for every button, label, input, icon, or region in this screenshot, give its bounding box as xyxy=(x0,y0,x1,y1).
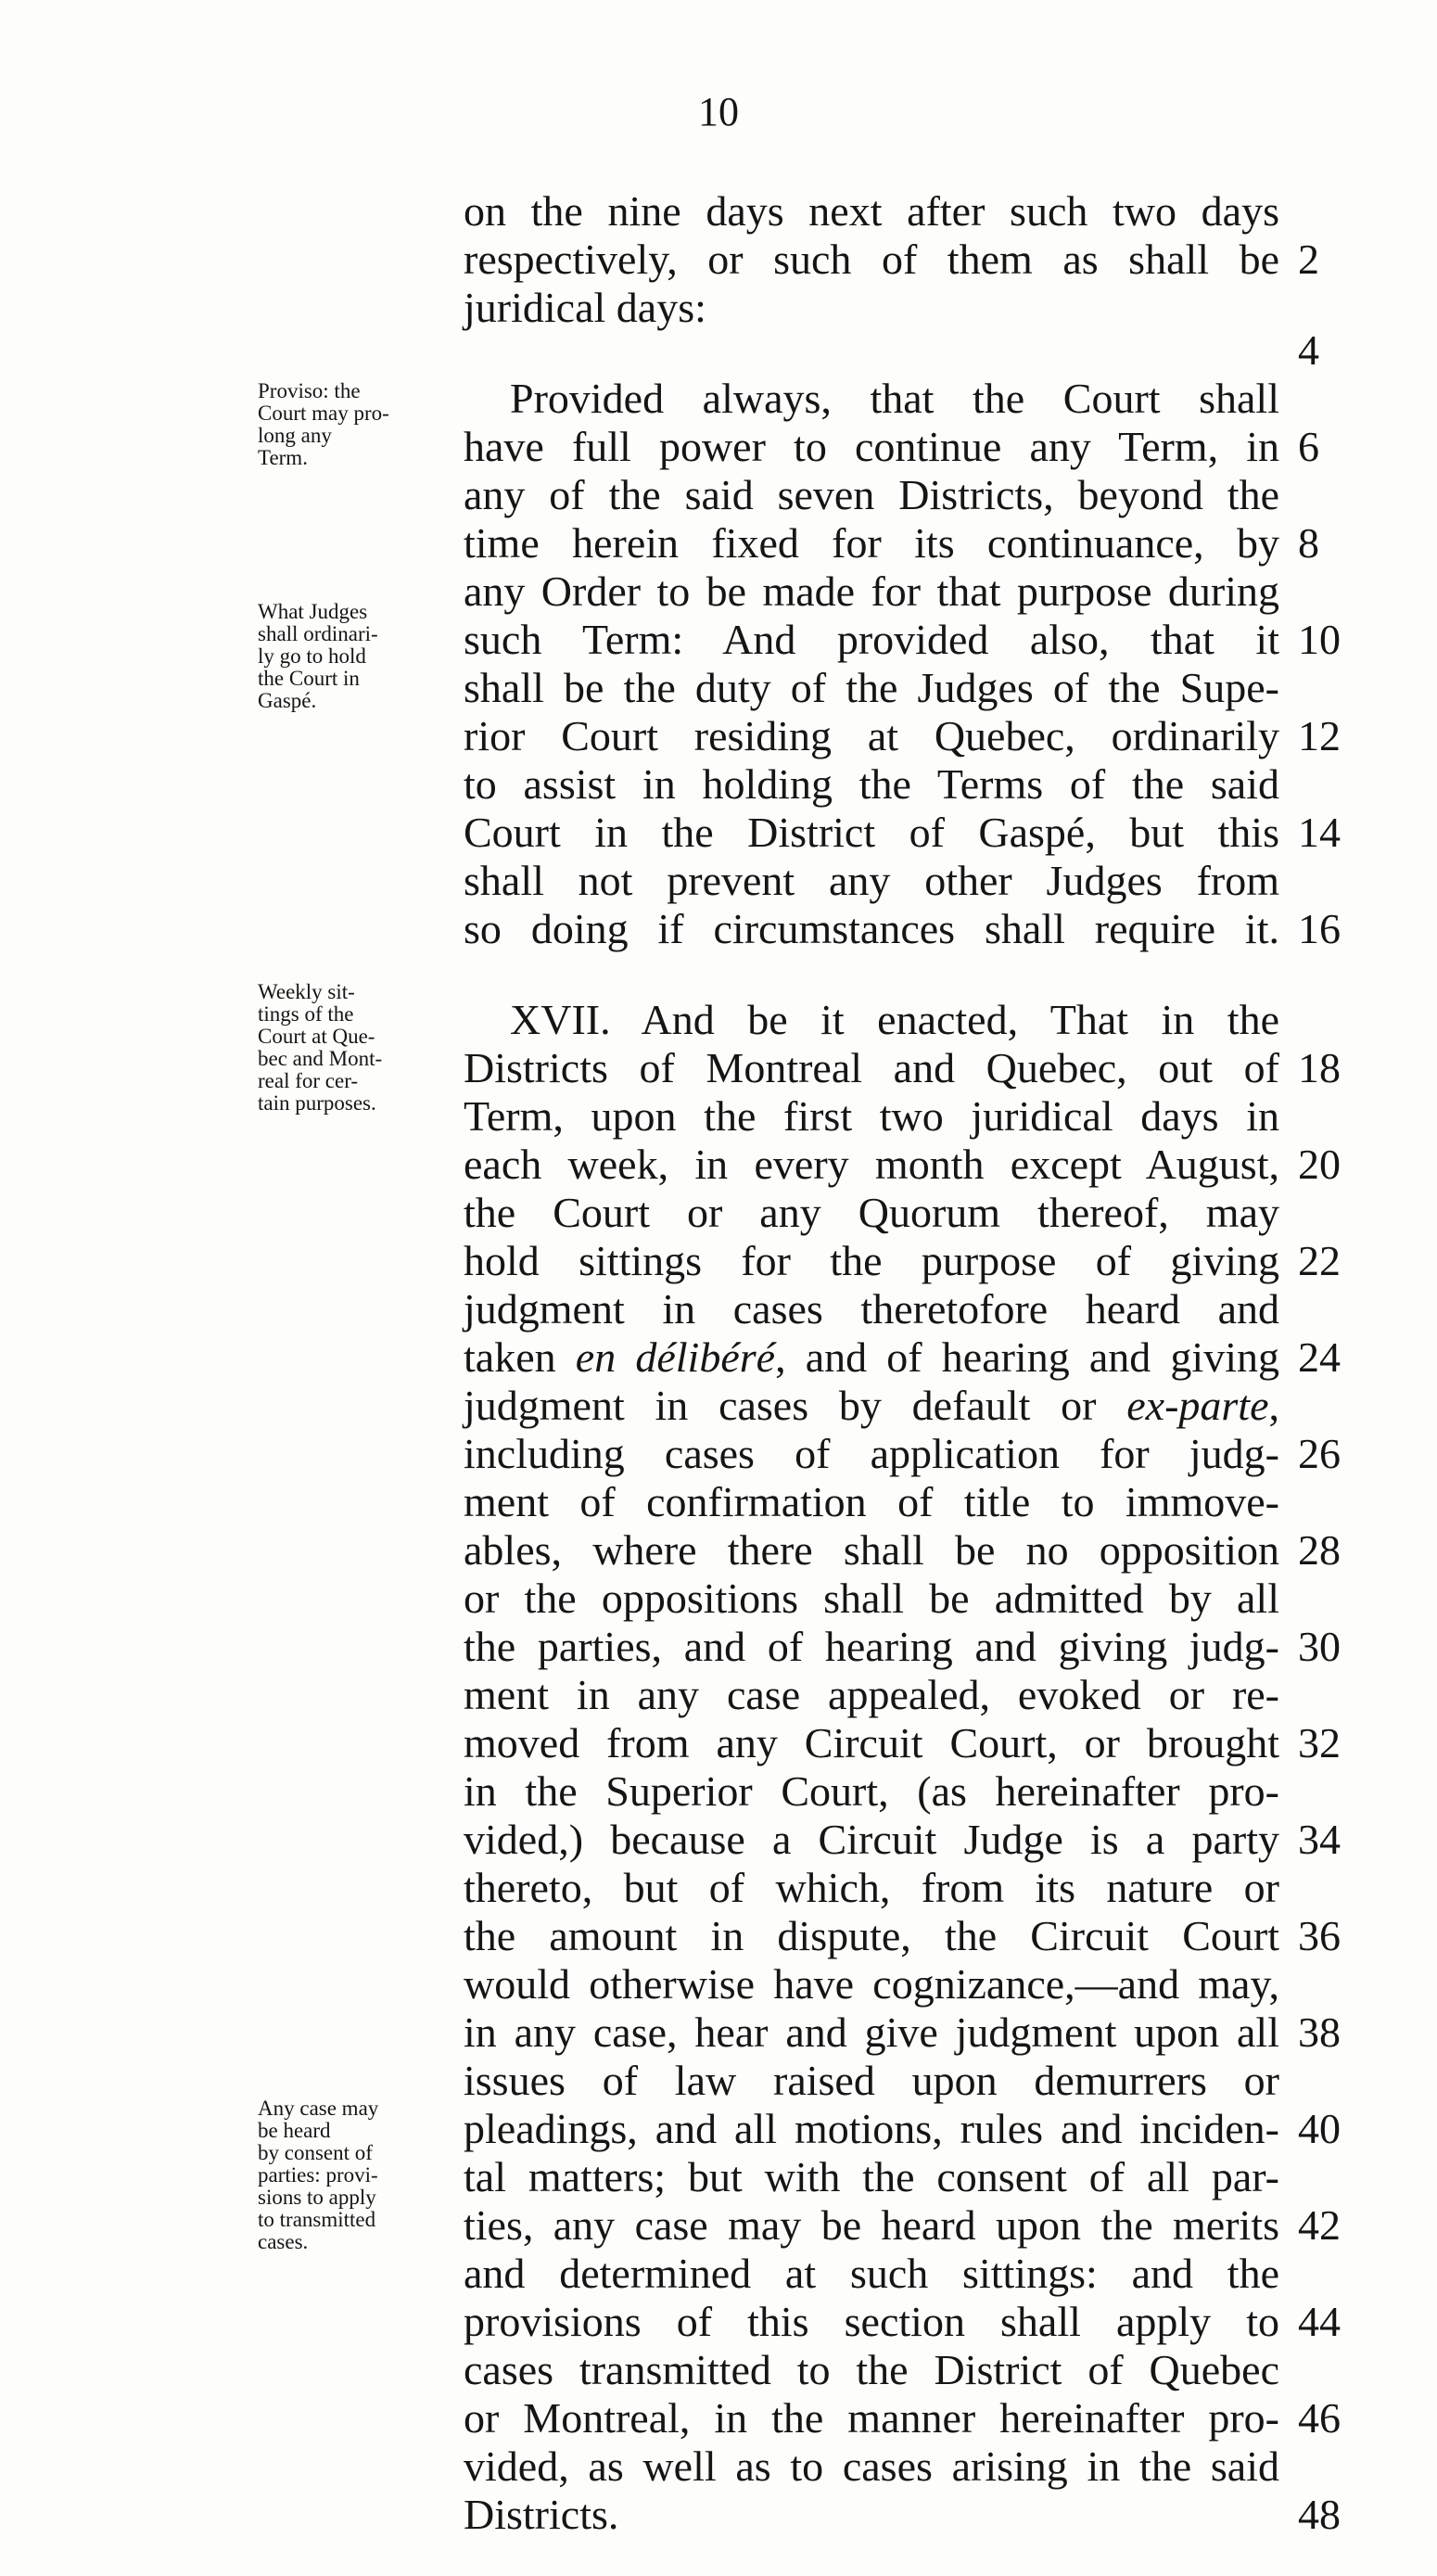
margin-note-line: Weekly sit- xyxy=(258,980,355,1003)
line-number: 46 xyxy=(1298,2394,1341,2442)
margin-note-line: Proviso: the xyxy=(258,379,361,402)
text-line: issues of law raised upon demurrers or xyxy=(464,2057,1279,2104)
line-number: 2 xyxy=(1298,236,1319,283)
line-number: 34 xyxy=(1298,1816,1341,1863)
text-line: vided, as well as to cases arising in the said xyxy=(464,2442,1279,2490)
text-line: shall not prevent any other Judges from xyxy=(464,857,1279,904)
margin-note-line: be heard xyxy=(258,2119,331,2142)
margin-note-line: the Court in xyxy=(258,667,360,690)
margin-note-line: tain purposes. xyxy=(258,1091,376,1115)
margin-note-line: long any xyxy=(258,424,332,447)
line-number: 42 xyxy=(1298,2201,1341,2249)
text-line: tal matters; but with the consent of all par- xyxy=(464,2153,1279,2200)
line-number: 32 xyxy=(1298,1719,1341,1766)
margin-note-line: Any case may xyxy=(258,2097,379,2120)
margin-note-line: parties: provi- xyxy=(258,2163,378,2187)
text-line: in the Superior Court, (as hereinafter pro- xyxy=(464,1767,1279,1815)
text-line: ment in any case appealed, evoked or re- xyxy=(464,1671,1279,1718)
text-line: rior Court residing at Quebec, ordinarily xyxy=(464,712,1279,759)
line-number: 22 xyxy=(1298,1237,1341,1284)
line-number: 38 xyxy=(1298,2009,1341,2056)
margin-note-line: tings of the xyxy=(258,1002,354,1026)
text-line: hold sittings for the purpose of giving xyxy=(464,1237,1279,1284)
page-number: 10 xyxy=(698,89,739,134)
text-line: judgment in cases by default or ex-parte, xyxy=(464,1382,1279,1429)
text-line: ties, any case may be heard upon the merits xyxy=(464,2201,1279,2249)
line-number: 28 xyxy=(1298,1526,1341,1574)
text-line: each week, in every month except August, xyxy=(464,1141,1279,1188)
text-line: Term, upon the first two juridical days in xyxy=(464,1092,1279,1140)
text-line: to assist in holding the Terms of the said xyxy=(464,760,1279,808)
text-line: pleadings, and all motions, rules and inciden- xyxy=(464,2105,1279,2152)
text-line: XVII. And be it enacted, That in the xyxy=(510,996,1279,1043)
margin-note-line: real for cer- xyxy=(258,1069,359,1092)
text-line: such Term: And provided also, that it xyxy=(464,616,1279,663)
margin-note xyxy=(258,380,457,469)
text-line: any of the said seven Districts, beyond the xyxy=(464,471,1279,518)
text-line: respectively, or such of them as shall be xyxy=(464,236,1279,283)
text-line: shall be the duty of the Judges of the Supe- xyxy=(464,664,1279,711)
margin-note-line: Court may pro- xyxy=(258,402,389,425)
text-line: vided,) because a Circuit Judge is a party xyxy=(464,1816,1279,1863)
line-number: 16 xyxy=(1298,905,1341,952)
margin-note xyxy=(258,981,457,1115)
text-line: cases transmitted to the District of Quebec xyxy=(464,2346,1279,2393)
margin-note-line: by consent of xyxy=(258,2141,373,2164)
margin-note-line: What Judges xyxy=(258,600,368,623)
text-line: thereto, but of which, from its nature or xyxy=(464,1864,1279,1911)
text-line: the amount in dispute, the Circuit Court xyxy=(464,1912,1279,1959)
line-number: 48 xyxy=(1298,2491,1341,2538)
text-line: or Montreal, in the manner hereinafter pro- xyxy=(464,2394,1279,2442)
line-number: 18 xyxy=(1298,1044,1341,1091)
text-line: including cases of application for judg- xyxy=(464,1430,1279,1477)
margin-note-line: bec and Mont- xyxy=(258,1047,383,1070)
text-line: juridical days: xyxy=(464,284,706,331)
text-line: moved from any Circuit Court, or brought xyxy=(464,1719,1279,1766)
margin-note xyxy=(258,601,457,712)
text-line: taken en délibéré, and of hearing and giving xyxy=(464,1333,1279,1381)
line-number: 26 xyxy=(1298,1430,1341,1477)
line-number: 4 xyxy=(1298,326,1319,374)
text-line: have full power to continue any Term, in xyxy=(464,423,1279,470)
text-line: Districts of Montreal and Quebec, out of xyxy=(464,1044,1279,1091)
text-line: provisions of this section shall apply to xyxy=(464,2298,1279,2345)
margin-note xyxy=(258,2098,457,2253)
line-number: 14 xyxy=(1298,809,1341,856)
line-number: 30 xyxy=(1298,1623,1341,1670)
text-line: or the oppositions shall be admitted by all xyxy=(464,1575,1279,1622)
margin-note-line: Gaspé. xyxy=(258,689,317,712)
margin-note-line: sions to apply xyxy=(258,2186,376,2209)
text-line: ables, where there shall be no opposition xyxy=(464,1526,1279,1574)
text-line: the parties, and of hearing and giving judg- xyxy=(464,1623,1279,1670)
line-number: 44 xyxy=(1298,2298,1341,2345)
text-line: on the nine days next after such two days xyxy=(464,187,1279,235)
line-number: 40 xyxy=(1298,2105,1341,2152)
text-line: Court in the District of Gaspé, but this xyxy=(464,809,1279,856)
line-number: 10 xyxy=(1298,616,1341,663)
text-line: ment of confirmation of title to immove- xyxy=(464,1478,1279,1525)
line-number: 36 xyxy=(1298,1912,1341,1959)
margin-note-line: ly go to hold xyxy=(258,644,366,668)
text-line: Districts. xyxy=(464,2491,619,2538)
margin-note-line: shall ordinari- xyxy=(258,622,378,645)
text-line: the Court or any Quorum thereof, may xyxy=(464,1189,1279,1236)
line-number: 24 xyxy=(1298,1333,1341,1381)
text-line: in any case, hear and give judgment upon all xyxy=(464,2009,1279,2056)
text-line: and determined at such sittings: and the xyxy=(464,2250,1279,2297)
margin-note-line: Term. xyxy=(258,446,308,469)
text-line: so doing if circumstances shall require it. xyxy=(464,905,1279,952)
text-line: judgment in cases theretofore heard and xyxy=(464,1285,1279,1333)
text-line: would otherwise have cognizance,—and may, xyxy=(464,1960,1279,2008)
line-number: 6 xyxy=(1298,423,1319,470)
line-number: 8 xyxy=(1298,519,1319,567)
text-line: time herein fixed for its continuance, by xyxy=(464,519,1279,567)
text-line: any Order to be made for that purpose during xyxy=(464,567,1279,615)
line-number: 12 xyxy=(1298,712,1341,759)
margin-note-line: Court at Que- xyxy=(258,1025,375,1048)
text-line: Provided always, that the Court shall xyxy=(510,375,1279,422)
margin-note-line: to transmitted xyxy=(258,2208,376,2231)
line-number: 20 xyxy=(1298,1141,1341,1188)
margin-note-line: cases. xyxy=(258,2230,309,2253)
